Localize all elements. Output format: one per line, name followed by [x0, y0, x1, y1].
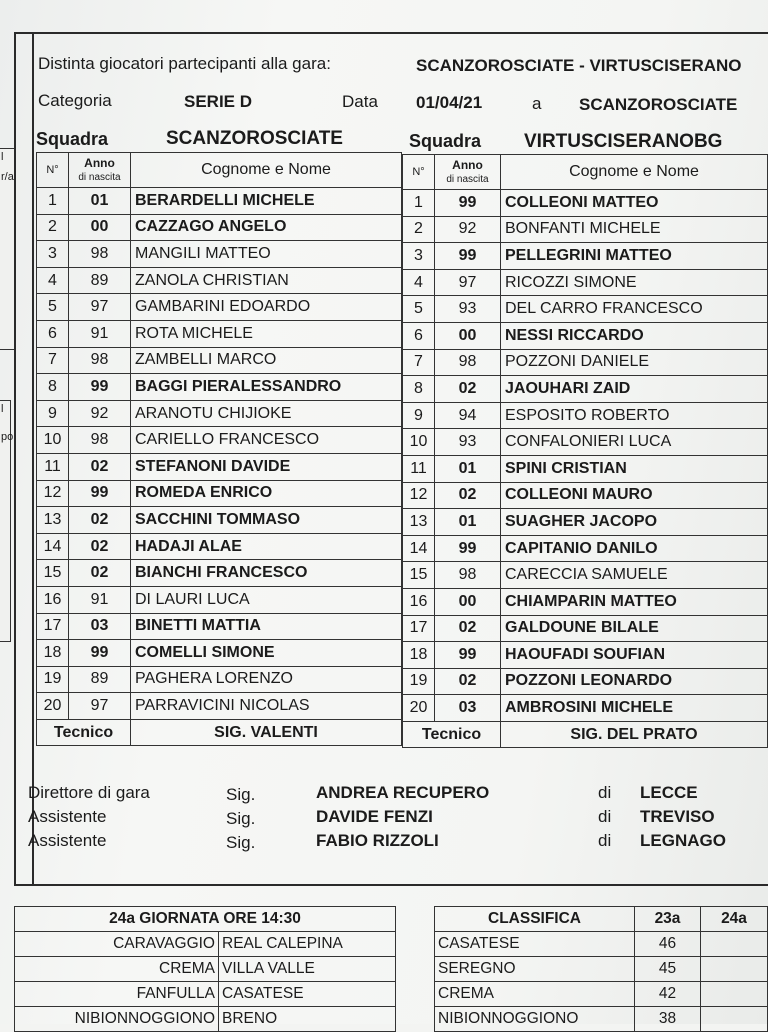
classifica-points-24a [701, 932, 768, 957]
classifica-team: CREMA [435, 982, 635, 1007]
player-name: POZZONI DANIELE [501, 349, 768, 376]
player-number: 13 [37, 507, 69, 534]
home-player-row [37, 453, 402, 480]
anno-header-sub: di nascita [446, 173, 489, 185]
home-player-row [37, 347, 402, 374]
official-di: di [598, 783, 612, 802]
player-name: BERARDELLI MICHELE [131, 188, 402, 215]
official-city: TREVISO [640, 807, 715, 826]
player-number: 17 [403, 615, 435, 642]
home-player-row [37, 533, 402, 560]
player-name: POZZONI LEONARDO [501, 668, 768, 695]
player-birth-year: 98 [69, 347, 131, 374]
classifica-col-24a: 24a [701, 907, 768, 932]
player-number: 18 [403, 642, 435, 669]
edge-text: po [1, 431, 14, 443]
home-player-row [37, 507, 402, 534]
away-player-row [403, 509, 768, 536]
player-number: 6 [37, 320, 69, 347]
player-name: CHIAMPARIN MATTEO [501, 588, 768, 615]
home-player-row [37, 374, 402, 401]
player-number: 18 [37, 640, 69, 667]
player-name: JAOUHARI ZAID [501, 376, 768, 403]
away-player-row [403, 668, 768, 695]
player-name: GALDOUNE BILALE [501, 615, 768, 642]
player-birth-year: 00 [69, 214, 131, 241]
player-name: COMELLI SIMONE [131, 640, 402, 667]
player-number: 15 [37, 560, 69, 587]
home-player-row [37, 613, 402, 640]
player-number: 8 [403, 376, 435, 403]
player-number: 5 [37, 294, 69, 321]
home-roster-header [37, 153, 402, 188]
left-page-fragment [0, 148, 15, 350]
player-number: 14 [37, 533, 69, 560]
player-name: CONFALONIERI LUCA [501, 429, 768, 456]
official-di: di [598, 807, 612, 826]
away-tecnico-row [403, 721, 768, 748]
away-squadra-label: Squadra [409, 131, 482, 151]
nome-header: Cognome e Nome [131, 153, 402, 188]
home-player-row [37, 214, 402, 241]
player-name: PARRAVICINI NICOLAS [131, 693, 402, 720]
player-number: 2 [37, 214, 69, 241]
player-number: 7 [403, 349, 435, 376]
player-name: CAZZAGO ANGELO [131, 214, 402, 241]
player-name: ROMEDA ENRICO [131, 480, 402, 507]
player-birth-year: 99 [435, 190, 501, 217]
player-number: 20 [37, 693, 69, 720]
home-roster-table [36, 152, 402, 746]
edge-text: l [1, 403, 4, 415]
classifica-row [435, 1007, 768, 1032]
anno-header [69, 153, 131, 188]
away-tecnico-name: SIG. DEL PRATO [501, 721, 768, 748]
match-away-team: BRENO [219, 1007, 396, 1032]
official-sig: Sig. [226, 809, 256, 828]
classifica-points-24a [701, 957, 768, 982]
home-player-row [37, 480, 402, 507]
away-player-row [403, 429, 768, 456]
away-player-row [403, 562, 768, 589]
player-number: 14 [403, 535, 435, 562]
home-team-name: SCANZOROSCIATE [166, 128, 343, 149]
player-name: BIANCHI FRANCESCO [131, 560, 402, 587]
player-number: 4 [403, 269, 435, 296]
officials-block [28, 779, 768, 869]
player-name: NESSI RICCARDO [501, 322, 768, 349]
player-birth-year: 92 [435, 216, 501, 243]
nome-header: Cognome e Nome [501, 155, 768, 190]
home-player-row [37, 320, 402, 347]
official-city: LEGNAGO [640, 831, 726, 850]
away-player-row [403, 269, 768, 296]
home-player-row [37, 586, 402, 613]
player-birth-year: 01 [435, 455, 501, 482]
anno-header-label: Anno [84, 155, 115, 170]
player-birth-year: 93 [435, 296, 501, 323]
anno-header-label: Anno [452, 157, 483, 172]
player-birth-year: 02 [435, 668, 501, 695]
player-birth-year: 91 [69, 586, 131, 613]
home-player-row [37, 400, 402, 427]
classifica-points-24a [701, 982, 768, 1007]
player-name: DI LAURI LUCA [131, 586, 402, 613]
match-home-team: CREMA [15, 957, 219, 982]
player-number: 6 [403, 322, 435, 349]
home-player-row [37, 560, 402, 587]
data-value: 01/04/21 [416, 93, 483, 112]
home-player-row [37, 241, 402, 268]
player-number: 3 [37, 241, 69, 268]
classifica-col-23a: 23a [635, 907, 701, 932]
player-number: 12 [37, 480, 69, 507]
away-player-row [403, 216, 768, 243]
official-role: Assistente [28, 807, 107, 826]
classifica-table [434, 906, 768, 1032]
player-number: 11 [403, 455, 435, 482]
player-birth-year: 89 [69, 267, 131, 294]
away-player-row [403, 642, 768, 669]
anno-header [435, 155, 501, 190]
player-birth-year: 98 [69, 427, 131, 454]
player-birth-year: 94 [435, 402, 501, 429]
classifica-body [435, 932, 768, 1032]
player-birth-year: 02 [69, 507, 131, 534]
player-birth-year: 99 [69, 640, 131, 667]
player-birth-year: 00 [435, 588, 501, 615]
away-player-row [403, 376, 768, 403]
away-roster-header [403, 155, 768, 190]
giornata-header-row [15, 907, 396, 932]
giornata-match-row [15, 1007, 396, 1032]
classifica-team: CASATESE [435, 932, 635, 957]
player-name: SACCHINI TOMMASO [131, 507, 402, 534]
giornata-table [14, 906, 396, 1032]
categoria-value: SERIE D [184, 92, 253, 111]
player-birth-year: 98 [435, 349, 501, 376]
player-number: 20 [403, 695, 435, 722]
home-tecnico-row [37, 719, 402, 746]
player-name: HAOUFADI SOUFIAN [501, 642, 768, 669]
classifica-points-23a: 46 [635, 932, 701, 957]
classifica-row [435, 957, 768, 982]
away-player-row [403, 482, 768, 509]
player-birth-year: 99 [435, 642, 501, 669]
player-number: 1 [37, 188, 69, 215]
tecnico-label: Tecnico [37, 719, 131, 746]
a-label: a [532, 94, 542, 113]
giornata-match-row [15, 932, 396, 957]
giornata-body [15, 932, 396, 1032]
giornata-match-row [15, 982, 396, 1007]
match-away-team: VILLA VALLE [219, 957, 396, 982]
player-name: STEFANONI DAVIDE [131, 453, 402, 480]
giornata-title: 24a GIORNATA ORE 14:30 [15, 907, 396, 932]
player-number: 5 [403, 296, 435, 323]
home-player-row [37, 427, 402, 454]
player-birth-year: 99 [69, 480, 131, 507]
official-role: Direttore di gara [28, 783, 150, 802]
away-player-row [403, 588, 768, 615]
player-birth-year: 99 [435, 535, 501, 562]
classifica-points-23a: 42 [635, 982, 701, 1007]
num-header: N° [37, 153, 69, 188]
player-name: ARANOTU CHIJIOKE [131, 400, 402, 427]
away-roster-body [403, 190, 768, 722]
edge-text: l [1, 151, 4, 163]
home-player-row [37, 294, 402, 321]
match-home-team: CARAVAGGIO [15, 932, 219, 957]
player-number: 16 [403, 588, 435, 615]
player-number: 3 [403, 243, 435, 270]
player-number: 10 [37, 427, 69, 454]
home-player-row [37, 188, 402, 215]
player-birth-year: 98 [435, 562, 501, 589]
player-name: CAPITANIO DANILO [501, 535, 768, 562]
player-birth-year: 03 [435, 695, 501, 722]
player-number: 11 [37, 453, 69, 480]
official-sig: Sig. [226, 833, 256, 852]
luogo-value: SCANZOROSCIATE [579, 95, 738, 114]
player-birth-year: 02 [435, 376, 501, 403]
player-birth-year: 92 [69, 400, 131, 427]
match-sheet [14, 32, 768, 886]
classifica-points-23a: 38 [635, 1007, 701, 1032]
player-number: 2 [403, 216, 435, 243]
player-number: 19 [37, 666, 69, 693]
categoria-label: Categoria [38, 91, 112, 110]
player-name: BAGGI PIERALESSANDRO [131, 374, 402, 401]
away-player-row [403, 322, 768, 349]
player-birth-year: 89 [69, 666, 131, 693]
classifica-team: SEREGNO [435, 957, 635, 982]
player-birth-year: 99 [435, 243, 501, 270]
player-name: PELLEGRINI MATTEO [501, 243, 768, 270]
player-name: ROTA MICHELE [131, 320, 402, 347]
edge-text: r/a [1, 171, 14, 183]
player-name: CARIELLO FRANCESCO [131, 427, 402, 454]
distinta-label: Distinta giocatori partecipanti alla gara: [38, 54, 331, 73]
classifica-points-24a [701, 1007, 768, 1032]
player-number: 19 [403, 668, 435, 695]
away-player-row [403, 695, 768, 722]
player-number: 9 [37, 400, 69, 427]
match-home-team: FANFULLA [15, 982, 219, 1007]
anno-header-sub: di nascita [78, 171, 121, 183]
official-name: ANDREA RECUPERO [316, 783, 490, 802]
player-birth-year: 97 [435, 269, 501, 296]
classifica-team: NIBIONNOGGIONO [435, 1007, 635, 1032]
player-birth-year: 97 [69, 294, 131, 321]
giornata-match-row [15, 957, 396, 982]
classifica-row [435, 932, 768, 957]
player-birth-year: 02 [69, 560, 131, 587]
player-number: 15 [403, 562, 435, 589]
home-squadra-label: Squadra [36, 129, 109, 149]
away-player-row [403, 296, 768, 323]
classifica-header-row [435, 907, 768, 932]
classifica-title: CLASSIFICA [435, 907, 635, 932]
player-name: ESPOSITO ROBERTO [501, 402, 768, 429]
player-name: RICOZZI SIMONE [501, 269, 768, 296]
classifica-points-23a: 45 [635, 957, 701, 982]
player-name: COLLEONI MATTEO [501, 190, 768, 217]
player-name: BINETTI MATTIA [131, 613, 402, 640]
player-number: 13 [403, 509, 435, 536]
player-birth-year: 02 [435, 615, 501, 642]
official-name: FABIO RIZZOLI [316, 831, 439, 850]
home-player-row [37, 666, 402, 693]
away-player-row [403, 349, 768, 376]
player-number: 12 [403, 482, 435, 509]
tecnico-label: Tecnico [403, 721, 501, 748]
player-birth-year: 02 [69, 533, 131, 560]
official-sig: Sig. [226, 785, 256, 804]
player-birth-year: 93 [435, 429, 501, 456]
away-player-row [403, 190, 768, 217]
player-birth-year: 97 [69, 693, 131, 720]
player-birth-year: 01 [69, 188, 131, 215]
player-name: ZAMBELLI MARCO [131, 347, 402, 374]
official-di: di [598, 831, 612, 850]
player-name: ZANOLA CHRISTIAN [131, 267, 402, 294]
player-name: COLLEONI MAURO [501, 482, 768, 509]
player-number: 7 [37, 347, 69, 374]
classifica-row [435, 982, 768, 1007]
match-sheet-inner [28, 34, 768, 884]
player-birth-year: 02 [69, 453, 131, 480]
player-name: SUAGHER JACOPO [501, 509, 768, 536]
player-number: 17 [37, 613, 69, 640]
player-birth-year: 91 [69, 320, 131, 347]
data-label: Data [342, 92, 378, 111]
away-player-row [403, 402, 768, 429]
player-name: PAGHERA LORENZO [131, 666, 402, 693]
away-player-row [403, 535, 768, 562]
player-birth-year: 99 [69, 374, 131, 401]
player-name: CARECCIA SAMUELE [501, 562, 768, 589]
player-number: 1 [403, 190, 435, 217]
player-name: GAMBARINI EDOARDO [131, 294, 402, 321]
home-player-row [37, 267, 402, 294]
home-player-row [37, 640, 402, 667]
player-number: 8 [37, 374, 69, 401]
player-birth-year: 98 [69, 241, 131, 268]
player-name: AMBROSINI MICHELE [501, 695, 768, 722]
away-player-row [403, 243, 768, 270]
match-away-team: CASATESE [219, 982, 396, 1007]
player-birth-year: 03 [69, 613, 131, 640]
official-name: DAVIDE FENZI [316, 807, 433, 826]
player-name: SPINI CRISTIAN [501, 455, 768, 482]
player-name: MANGILI MATTEO [131, 241, 402, 268]
match-away-team: REAL CALEPINA [219, 932, 396, 957]
home-tecnico-name: SIG. VALENTI [131, 719, 402, 746]
left-page-fragment [0, 400, 14, 642]
match-title: SCANZOROSCIATE - VIRTUSCISERANO [416, 56, 742, 75]
home-player-row [37, 693, 402, 720]
home-roster-body [37, 188, 402, 720]
player-birth-year: 01 [435, 509, 501, 536]
away-roster-table [402, 154, 768, 748]
player-number: 9 [403, 402, 435, 429]
official-role: Assistente [28, 831, 107, 850]
player-name: DEL CARRO FRANCESCO [501, 296, 768, 323]
player-number: 10 [403, 429, 435, 456]
player-number: 4 [37, 267, 69, 294]
away-player-row [403, 455, 768, 482]
away-player-row [403, 615, 768, 642]
player-name: HADAJI ALAE [131, 533, 402, 560]
match-home-team: NIBIONNOGGIONO [15, 1007, 219, 1032]
player-number: 16 [37, 586, 69, 613]
player-birth-year: 02 [435, 482, 501, 509]
player-name: BONFANTI MICHELE [501, 216, 768, 243]
away-team-name: VIRTUSCISERANOBG [524, 131, 723, 152]
num-header: N° [403, 155, 435, 190]
official-city: LECCE [640, 783, 698, 802]
player-birth-year: 00 [435, 322, 501, 349]
